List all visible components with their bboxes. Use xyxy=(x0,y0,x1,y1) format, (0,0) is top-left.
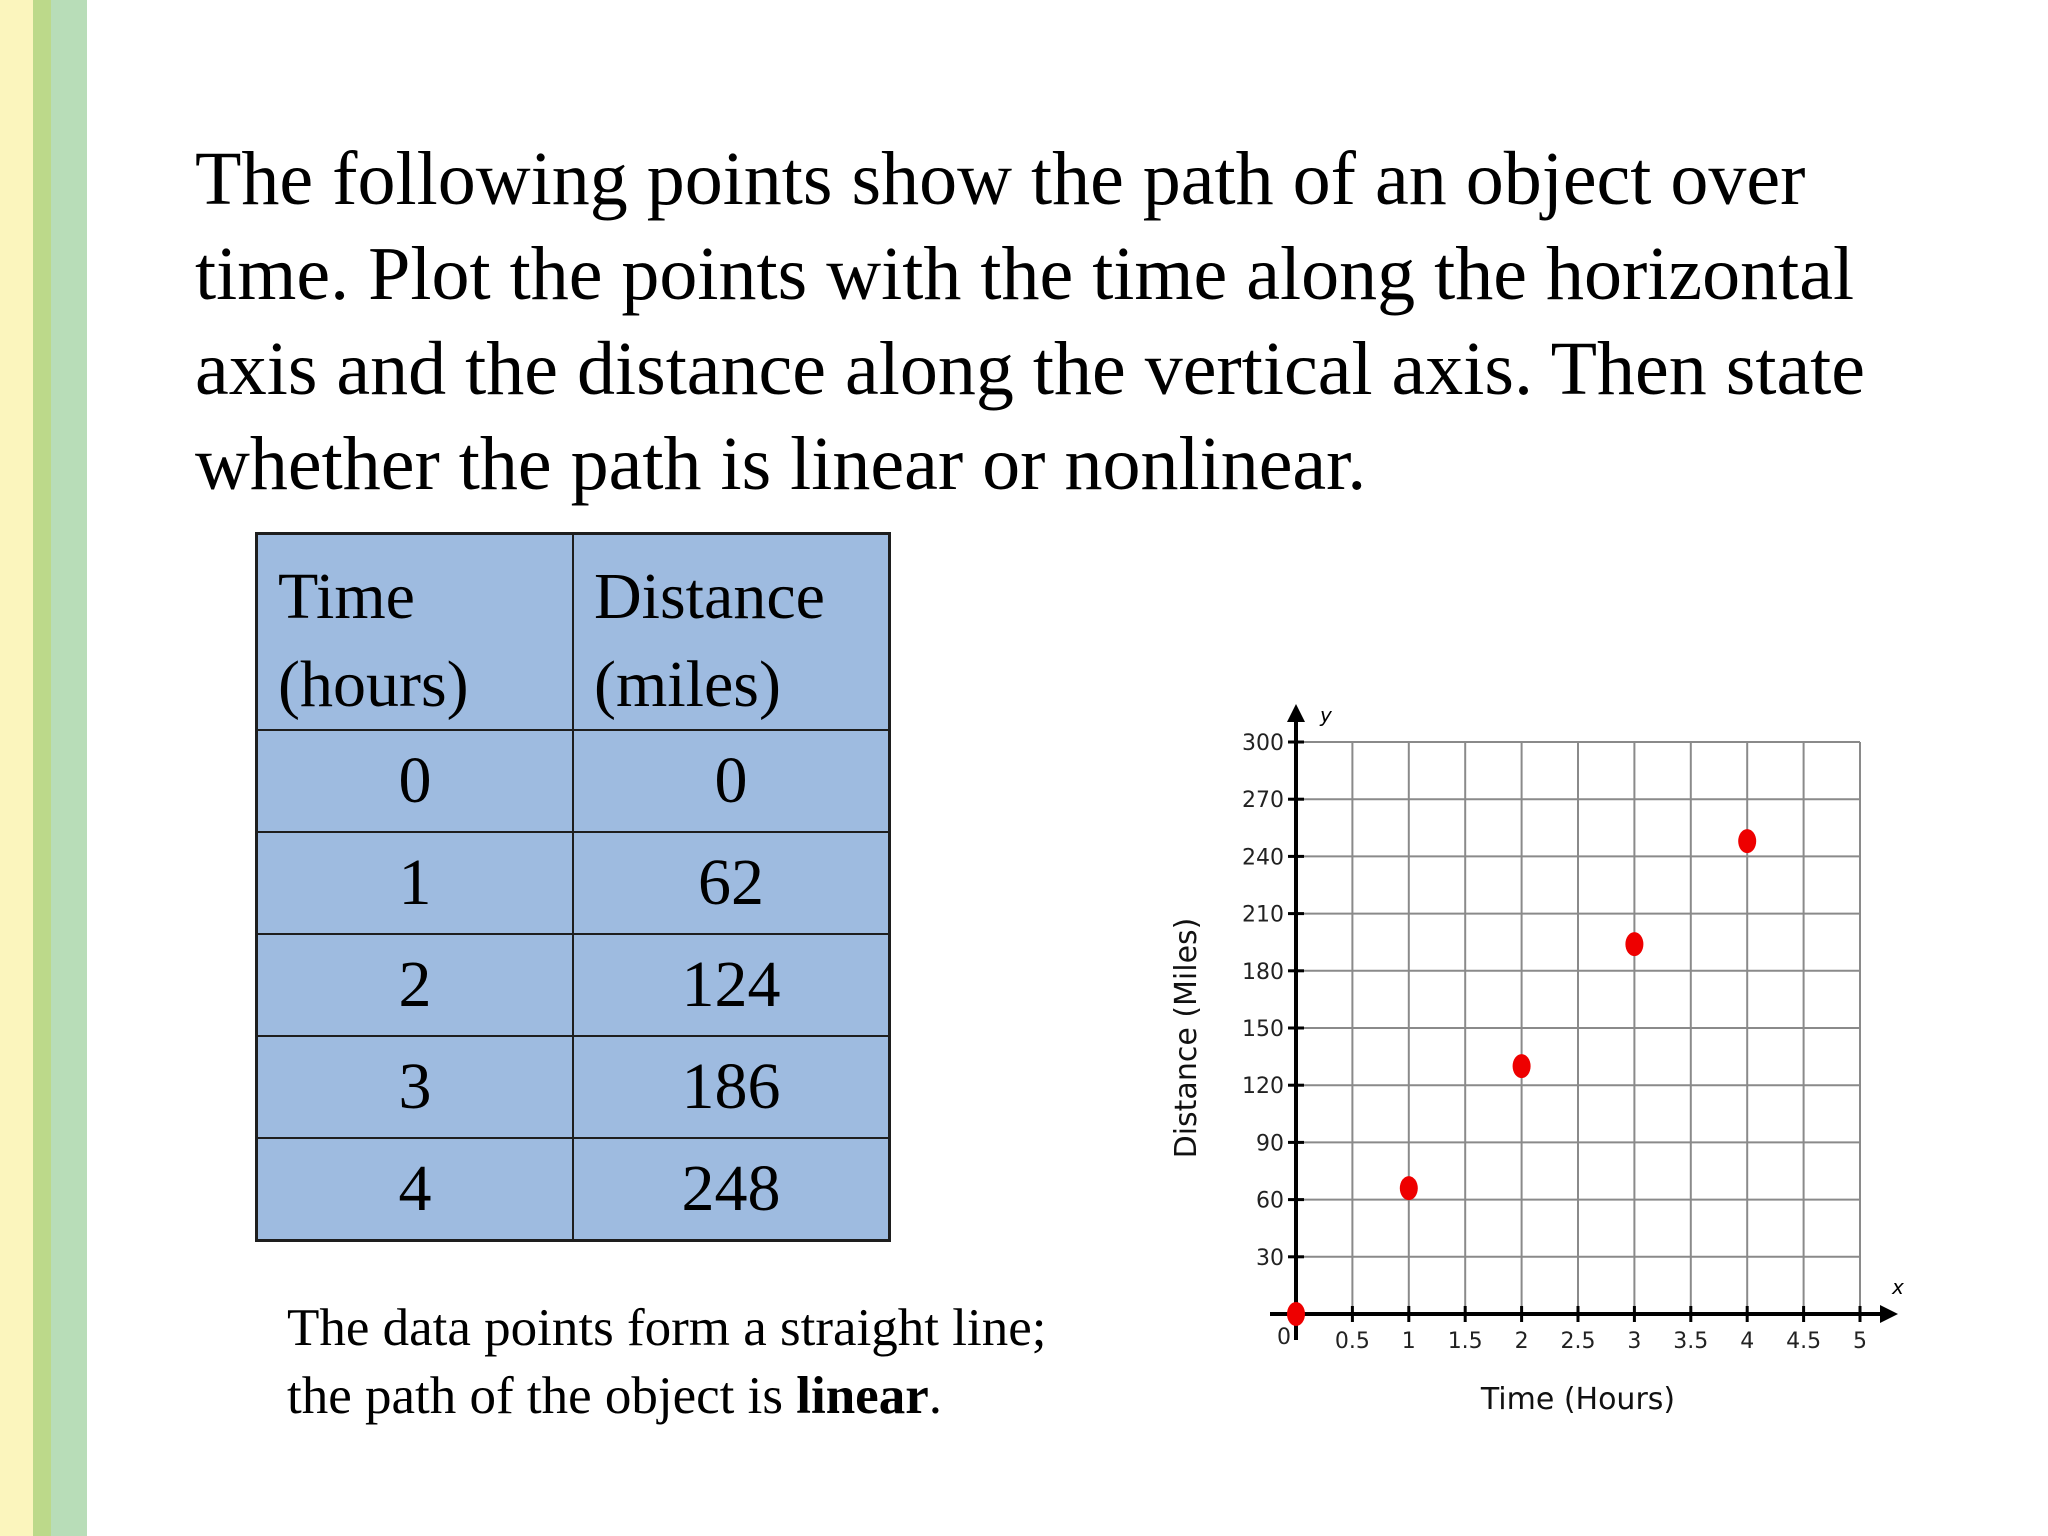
x-tick-label: 3.5 xyxy=(1673,1329,1709,1354)
table-cell-time: 2 xyxy=(257,934,574,1036)
header-distance-line2: (miles) xyxy=(594,648,781,721)
table-cell-distance: 0 xyxy=(573,730,890,832)
conclusion-prefix: the path of the object is xyxy=(287,1367,797,1425)
header-distance-line1: Distance xyxy=(594,560,825,633)
x-axis-letter: x xyxy=(1892,1275,1904,1299)
x-tick-label: 4 xyxy=(1740,1329,1755,1354)
y-tick-label: 60 xyxy=(1256,1188,1284,1214)
x-axis-title: Time (Hours) xyxy=(1480,1382,1676,1417)
y-tick-label: 120 xyxy=(1242,1074,1284,1100)
table-cell-time: 3 xyxy=(257,1036,574,1138)
data-point xyxy=(1287,1302,1305,1326)
x-tick-label: 0.5 xyxy=(1334,1329,1370,1354)
table-cell-time: 4 xyxy=(257,1138,574,1241)
x-tick-label: 2 xyxy=(1514,1329,1529,1354)
y-tick-label: 240 xyxy=(1242,845,1284,871)
y-tick-label: 30 xyxy=(1256,1245,1284,1271)
table-cell-time: 1 xyxy=(257,832,574,934)
data-point xyxy=(1738,829,1756,853)
y-tick-label: 300 xyxy=(1242,731,1284,756)
y-axis-arrow-icon xyxy=(1287,704,1305,722)
header-time-line2: (hours) xyxy=(278,648,469,721)
x-tick-label: 5 xyxy=(1853,1329,1867,1354)
table-cell-distance: 62 xyxy=(573,832,890,934)
x-axis-arrow-icon xyxy=(1880,1305,1898,1323)
y-tick-label: 180 xyxy=(1242,959,1284,985)
data-point xyxy=(1513,1054,1531,1078)
y-axis-title: Distance (Miles) xyxy=(1169,917,1204,1159)
problem-statement-line: whether the path is linear or nonlinear. xyxy=(195,422,1367,506)
y-tick-label: 270 xyxy=(1242,788,1284,814)
problem-statement-line: axis and the distance along the vertical axis. Then state xyxy=(195,327,1866,411)
x-tick-label: 4.5 xyxy=(1786,1329,1822,1354)
x-tick-label: 2.5 xyxy=(1560,1329,1596,1354)
x-tick-label: 3 xyxy=(1627,1329,1642,1354)
header-time-line1: Time xyxy=(278,560,415,633)
y-tick-label: 210 xyxy=(1242,902,1284,928)
y-tick-label: 150 xyxy=(1242,1017,1284,1042)
table-cell-distance: 186 xyxy=(573,1036,890,1138)
table-cell-distance: 124 xyxy=(573,934,890,1036)
conclusion-line1: The data points form a straight line; xyxy=(287,1299,1047,1357)
problem-statement-line: time. Plot the points with the time along the horizontal xyxy=(195,232,1855,316)
x-tick-label: 1 xyxy=(1401,1329,1416,1354)
origin-label: 0 xyxy=(1277,1325,1291,1350)
x-tick-label: 1.5 xyxy=(1447,1329,1483,1354)
y-tick-label: 90 xyxy=(1256,1131,1284,1157)
conclusion-answer: linear xyxy=(796,1367,929,1425)
y-axis-letter: y xyxy=(1320,703,1332,727)
table-cell-distance: 248 xyxy=(573,1138,890,1241)
problem-statement-line: The following points show the path of an object over xyxy=(195,137,1806,221)
data-point xyxy=(1625,932,1643,956)
data-point xyxy=(1400,1176,1418,1200)
table-cell-time: 0 xyxy=(257,730,574,832)
conclusion-suffix: . xyxy=(928,1367,942,1425)
